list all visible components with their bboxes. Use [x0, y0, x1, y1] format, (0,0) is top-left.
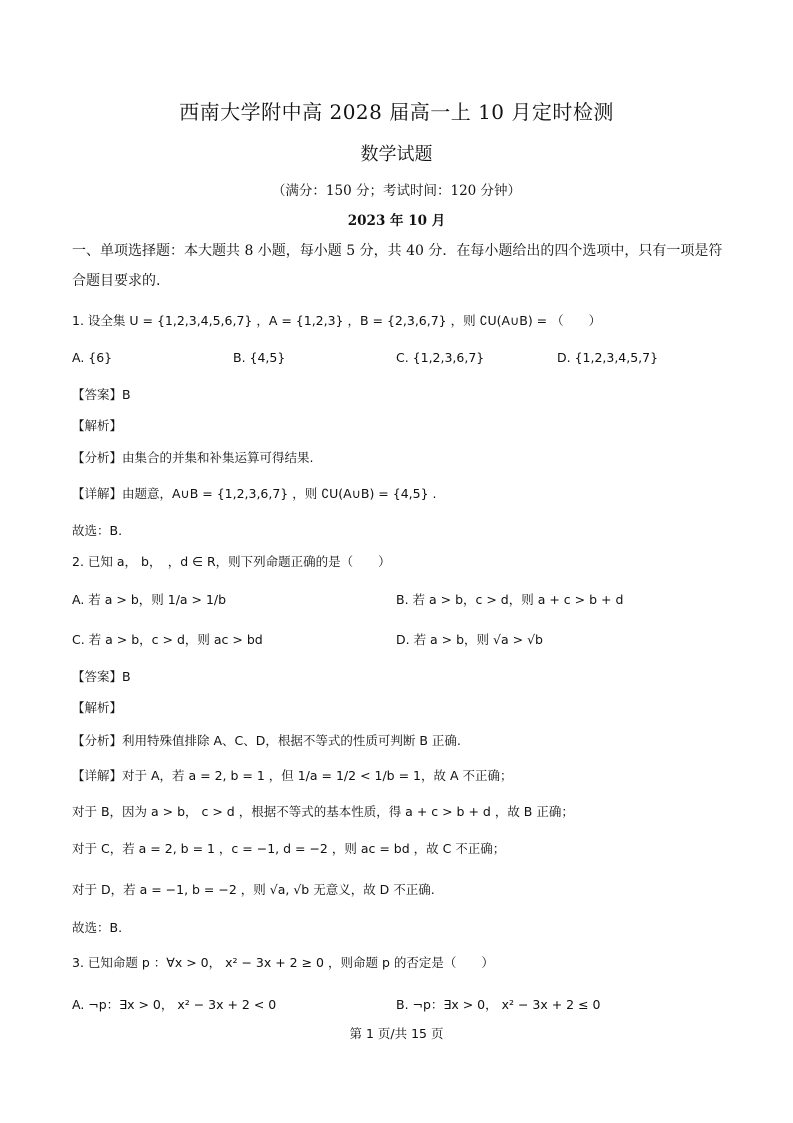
section-heading: 一、单项选择题：本大题共 8 小题，每小题 5 分，共 40 分．在每小题给出的四个选项中，只有一项是符合题目要求的.: [72, 243, 723, 289]
exam-date: 2023 年 10 月: [347, 213, 446, 229]
q3-option-b: B. ¬p：∃x > 0， x² − 3x + 2 ≤ 0: [396, 997, 601, 1012]
q1-option-c: C. {1,2,3,6,7}: [396, 350, 485, 365]
exam-meta: （满分：150 分；考试时间：120 分钟）: [271, 183, 522, 199]
page-number: 第 1 页/共 15 页: [349, 1026, 444, 1041]
q2-detail-c: 对于 C，若 a = 2, b = 1 ，c = −1, d = −2 ，则 ac = bd ，故 C 不正确；: [72, 841, 506, 856]
question-2-stem: 2. 已知 a， b， ，d ∈ R，则下列命题正确的是（ ）: [72, 554, 391, 569]
q1-conclusion: 故选：B.: [72, 523, 123, 538]
q2-option-b: B. 若 a > b，c > d，则 a + c > b + d: [396, 592, 624, 607]
q2-option-d: D. 若 a > b，则 √a > √b: [396, 632, 543, 647]
q1-option-d: D. {1,2,3,4,5,7}: [557, 350, 659, 365]
q1-option-a: A. {6}: [72, 350, 113, 365]
q2-conclusion: 故选：B.: [72, 920, 123, 935]
question-1-stem: 1. 设全集 U = {1,2,3,4,5,6,7} ，A = {1,2,3} ，B = {2,3,6,7} ，则 ∁U(A∪B) = （ ）: [72, 313, 602, 328]
q2-detail-d: 对于 D，若 a = −1, b = −2 ，则 √a, √b 无意义，故 D 不正确.: [72, 882, 435, 897]
q1-analysis: 【分析】由集合的并集和补集运算可得结果.: [72, 450, 314, 465]
q3-option-a: A. ¬p：∃x > 0， x² − 3x + 2 < 0: [72, 997, 277, 1012]
q2-option-c: C. 若 a > b，c > d，则 ac > bd: [72, 632, 263, 647]
page-subtitle: 数学试题: [360, 144, 433, 165]
page-title: 西南大学附中高 2028 届高一上 10 月定时检测: [179, 100, 614, 124]
question-3-stem: 3. 已知命题 p ：∀x > 0， x² − 3x + 2 ≥ 0 ，则命题 p 的否定是（ ）: [72, 955, 494, 970]
q1-option-b: B. {4,5}: [233, 350, 286, 365]
q2-analysis-label: 【解析】: [72, 700, 123, 715]
q1-answer: 【答案】B: [72, 387, 131, 402]
q2-option-a: A. 若 a > b，则 1/a > 1/b: [72, 592, 227, 607]
q2-answer: 【答案】B: [72, 669, 131, 684]
q2-analysis: 【分析】利用特殊值排除 A、C、D，根据不等式的性质可判断 B 正确.: [72, 733, 461, 748]
q1-analysis-label: 【解析】: [72, 418, 123, 433]
q2-detail-b: 对于 B，因为 a > b， c > d ，根据不等式的基本性质，得 a + c > b + d ，故 B 正确；: [72, 804, 574, 819]
q2-detail-a: 【详解】对于 A，若 a = 2, b = 1 ，但 1/a = 1/2 < 1/b = 1，故 A 不正确；: [72, 768, 513, 783]
q1-detail: 【详解】由题意，A∪B = {1,2,3,6,7} ，则 ∁U(A∪B) = {4,5} .: [72, 486, 437, 501]
